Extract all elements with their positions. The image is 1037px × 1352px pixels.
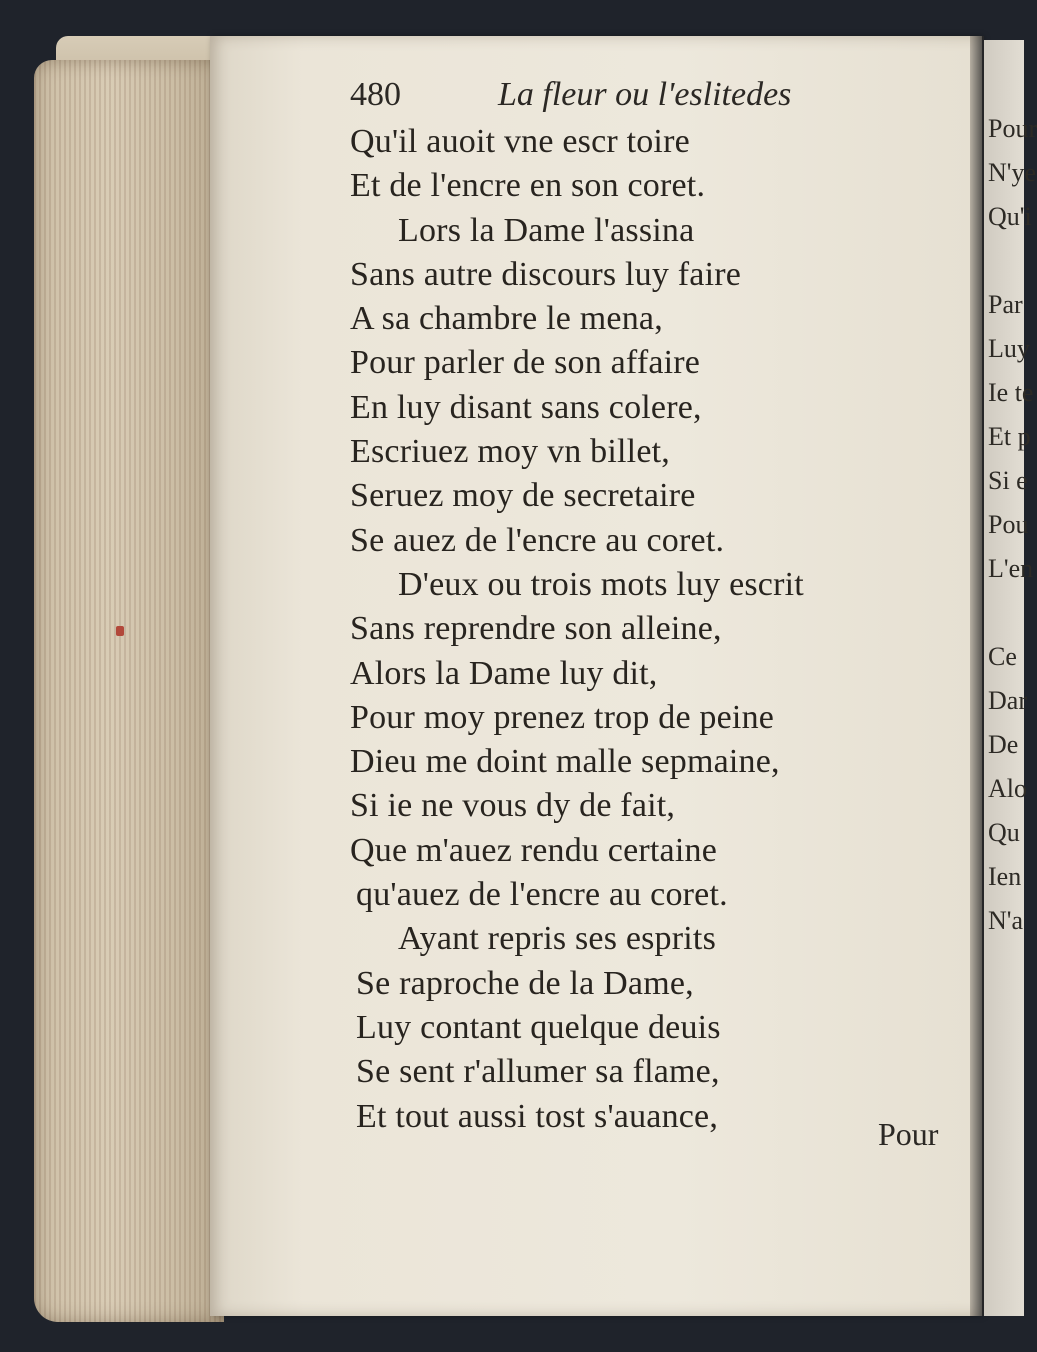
catchword: Pour (878, 1116, 939, 1152)
verse-text (350, 120, 910, 1139)
gutter-shadow (970, 36, 984, 1316)
facing-fragment: Pour (988, 114, 1037, 143)
verse-line-indented: Lors la Dame l'assina (398, 211, 695, 249)
verse-line: Sans reprendre son alleine, (350, 610, 722, 648)
facing-fragment: Qu'i (988, 202, 1032, 231)
verse-line: Alors la Dame luy dit, (350, 654, 658, 692)
verse-line: A sa chambre le mena, (350, 300, 663, 338)
verse-line: En luy disant sans colere, (350, 388, 702, 426)
facing-fragment: Alo (988, 774, 1027, 803)
facing-fragment: De (988, 730, 1019, 759)
verse-line: Qu'il auoit vne escr toire (350, 123, 690, 160)
facing-fragment: Par (988, 290, 1023, 319)
facing-fragment: Ien (988, 862, 1022, 891)
verse-line: Pour parler de son affaire (350, 344, 701, 382)
verse-line: Et de l'encre en son coret. (350, 167, 706, 205)
verse-line: Escriuez moy vn billet, (350, 433, 670, 471)
facing-fragment: Ce (988, 642, 1017, 671)
facing-fragment: Dar (988, 686, 1027, 715)
verse-line: Que m'auez rendu certaine (350, 831, 717, 869)
red-ink-fleck (116, 626, 124, 636)
running-head: La fleur ou l'eslitedes (498, 76, 792, 113)
verse-line: qu'auez de l'encre au coret. (356, 876, 728, 914)
facing-fragment: Et p (988, 422, 1031, 451)
facing-fragment: L'en (988, 554, 1034, 583)
verse-line: Luy contant quelque deuis (356, 1008, 721, 1046)
verse-line: Sans autre discours luy faire (350, 255, 742, 293)
verse-line: Se sent r'allumer sa flame, (356, 1053, 720, 1091)
facing-fragment: Si e (988, 466, 1028, 495)
verse-line-indented: Ayant repris ses esprits (398, 920, 717, 958)
page-number: 480 (350, 76, 401, 113)
facing-page-sliver (984, 40, 1037, 1316)
facing-fragment: N'ye (988, 158, 1037, 187)
book-page-edges (34, 60, 224, 1322)
facing-fragment: Qu (988, 818, 1020, 847)
facing-fragment: Pou (988, 510, 1029, 539)
verse-line: Dieu me doint malle sepmaine, (350, 743, 780, 781)
page-header (350, 76, 810, 120)
verse-line: Pour moy prenez trop de peine (350, 698, 775, 736)
facing-fragment: Ie te (988, 378, 1034, 407)
facing-fragment: N'a (988, 906, 1024, 935)
facing-fragment: Luy (988, 334, 1030, 363)
verse-line: Si ie ne vous dy de fait, (350, 787, 676, 825)
verse-line: Se raproche de la Dame, (356, 964, 694, 1002)
verse-line: Et tout aussi tost s'auance, (356, 1097, 719, 1135)
verse-line-indented: D'eux ou trois mots luy escrit (398, 565, 804, 603)
verse-line: Seruez moy de secretaire (350, 477, 696, 515)
verse-line: Se auez de l'encre au coret. (350, 521, 725, 559)
